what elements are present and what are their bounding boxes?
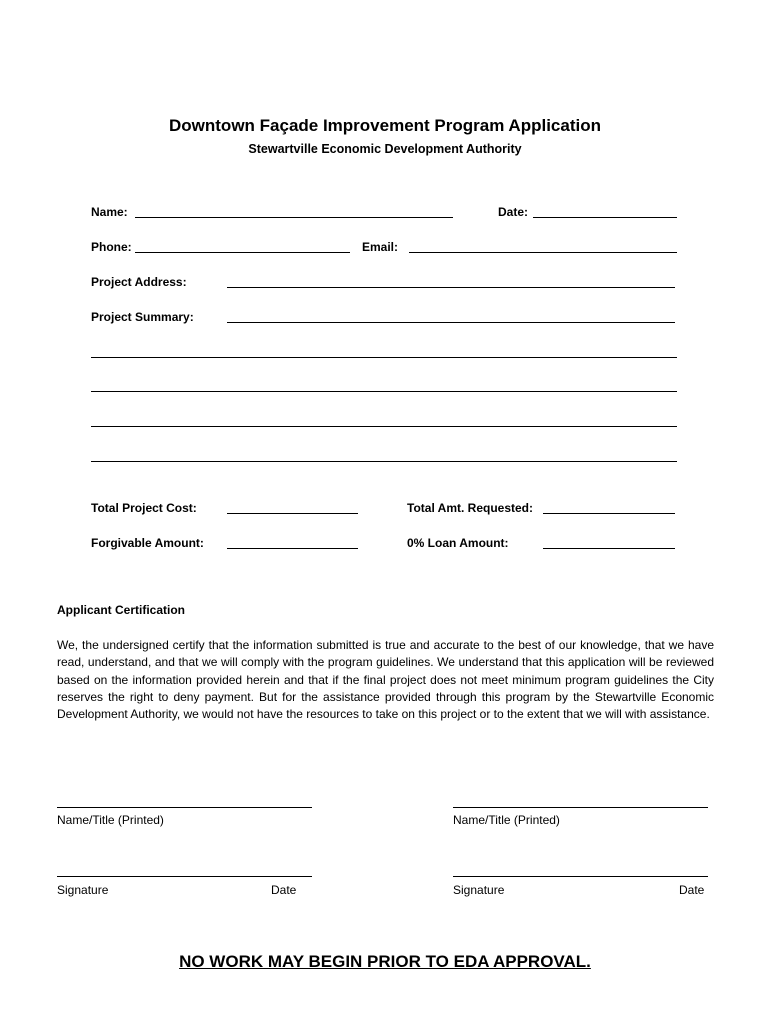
email-field[interactable] <box>411 238 675 252</box>
email-underline <box>409 252 677 253</box>
name-title-label-right: Name/Title (Printed) <box>453 813 560 827</box>
project-address-label: Project Address: <box>91 275 187 289</box>
certification-body: We, the undersigned certify that the information submitted is true and accurate to the best of our knowledge, that we have read, understand, and that we will comply with the program guidelines. We understand that this application will be reviewed based on the information provided herein and that if the final project does not meet minimum program guidelines the City reserves the right to deny payment. But for the assistance provided through this program by the Stewartville Economic Development Authority, we would not have the resources to take on this project or to the extent that we will with assistance. <box>57 638 714 722</box>
signature-line-left[interactable] <box>57 876 312 877</box>
approval-notice: NO WORK MAY BEGIN PRIOR TO EDA APPROVAL. <box>179 952 591 971</box>
signature-date-label-left: Date <box>271 883 297 897</box>
name-underline <box>135 217 453 218</box>
project-summary-line-2[interactable] <box>91 357 677 358</box>
form-title: Downtown Façade Improvement Program Application <box>169 116 601 135</box>
total-amt-requested-label: Total Amt. Requested: <box>407 501 534 515</box>
date-label: Date: <box>498 205 529 219</box>
date-field[interactable] <box>535 203 675 217</box>
name-label: Name: <box>91 205 128 219</box>
signature-label-left: Signature <box>57 883 109 897</box>
project-address-underline <box>227 287 675 288</box>
total-project-cost-label: Total Project Cost: <box>91 501 197 515</box>
phone-label: Phone: <box>91 240 132 254</box>
form-subtitle: Stewartville Economic Development Authority <box>248 142 522 156</box>
signature-date-label-right: Date <box>679 883 705 897</box>
total-project-cost-underline <box>227 513 358 514</box>
name-title-line-right[interactable] <box>453 807 708 808</box>
signature-line-right[interactable] <box>453 876 708 877</box>
date-underline <box>533 217 677 218</box>
forgivable-amount-label: Forgivable Amount: <box>91 536 204 550</box>
project-address-field[interactable] <box>229 273 673 287</box>
total-amt-requested-underline <box>543 513 675 514</box>
name-title-line-left[interactable] <box>57 807 312 808</box>
loan-amount-label: 0% Loan Amount: <box>407 536 509 550</box>
loan-amount-field[interactable] <box>545 534 673 548</box>
project-summary-line-4[interactable] <box>91 426 677 427</box>
project-summary-line-5[interactable] <box>91 461 677 462</box>
project-summary-underline <box>227 322 675 323</box>
name-title-label-left: Name/Title (Printed) <box>57 813 164 827</box>
total-project-cost-field[interactable] <box>229 499 356 513</box>
phone-underline <box>135 252 350 253</box>
signature-label-right: Signature <box>453 883 505 897</box>
certification-heading: Applicant Certification <box>57 603 186 617</box>
phone-field[interactable] <box>137 238 348 252</box>
forgivable-amount-field[interactable] <box>229 534 356 548</box>
project-summary-field[interactable] <box>229 308 673 322</box>
name-field[interactable] <box>137 203 451 217</box>
loan-amount-underline <box>543 548 675 549</box>
total-amt-requested-field[interactable] <box>545 499 673 513</box>
project-summary-label: Project Summary: <box>91 310 194 324</box>
project-summary-line-3[interactable] <box>91 391 677 392</box>
forgivable-amount-underline <box>227 548 358 549</box>
email-label: Email: <box>362 240 399 254</box>
